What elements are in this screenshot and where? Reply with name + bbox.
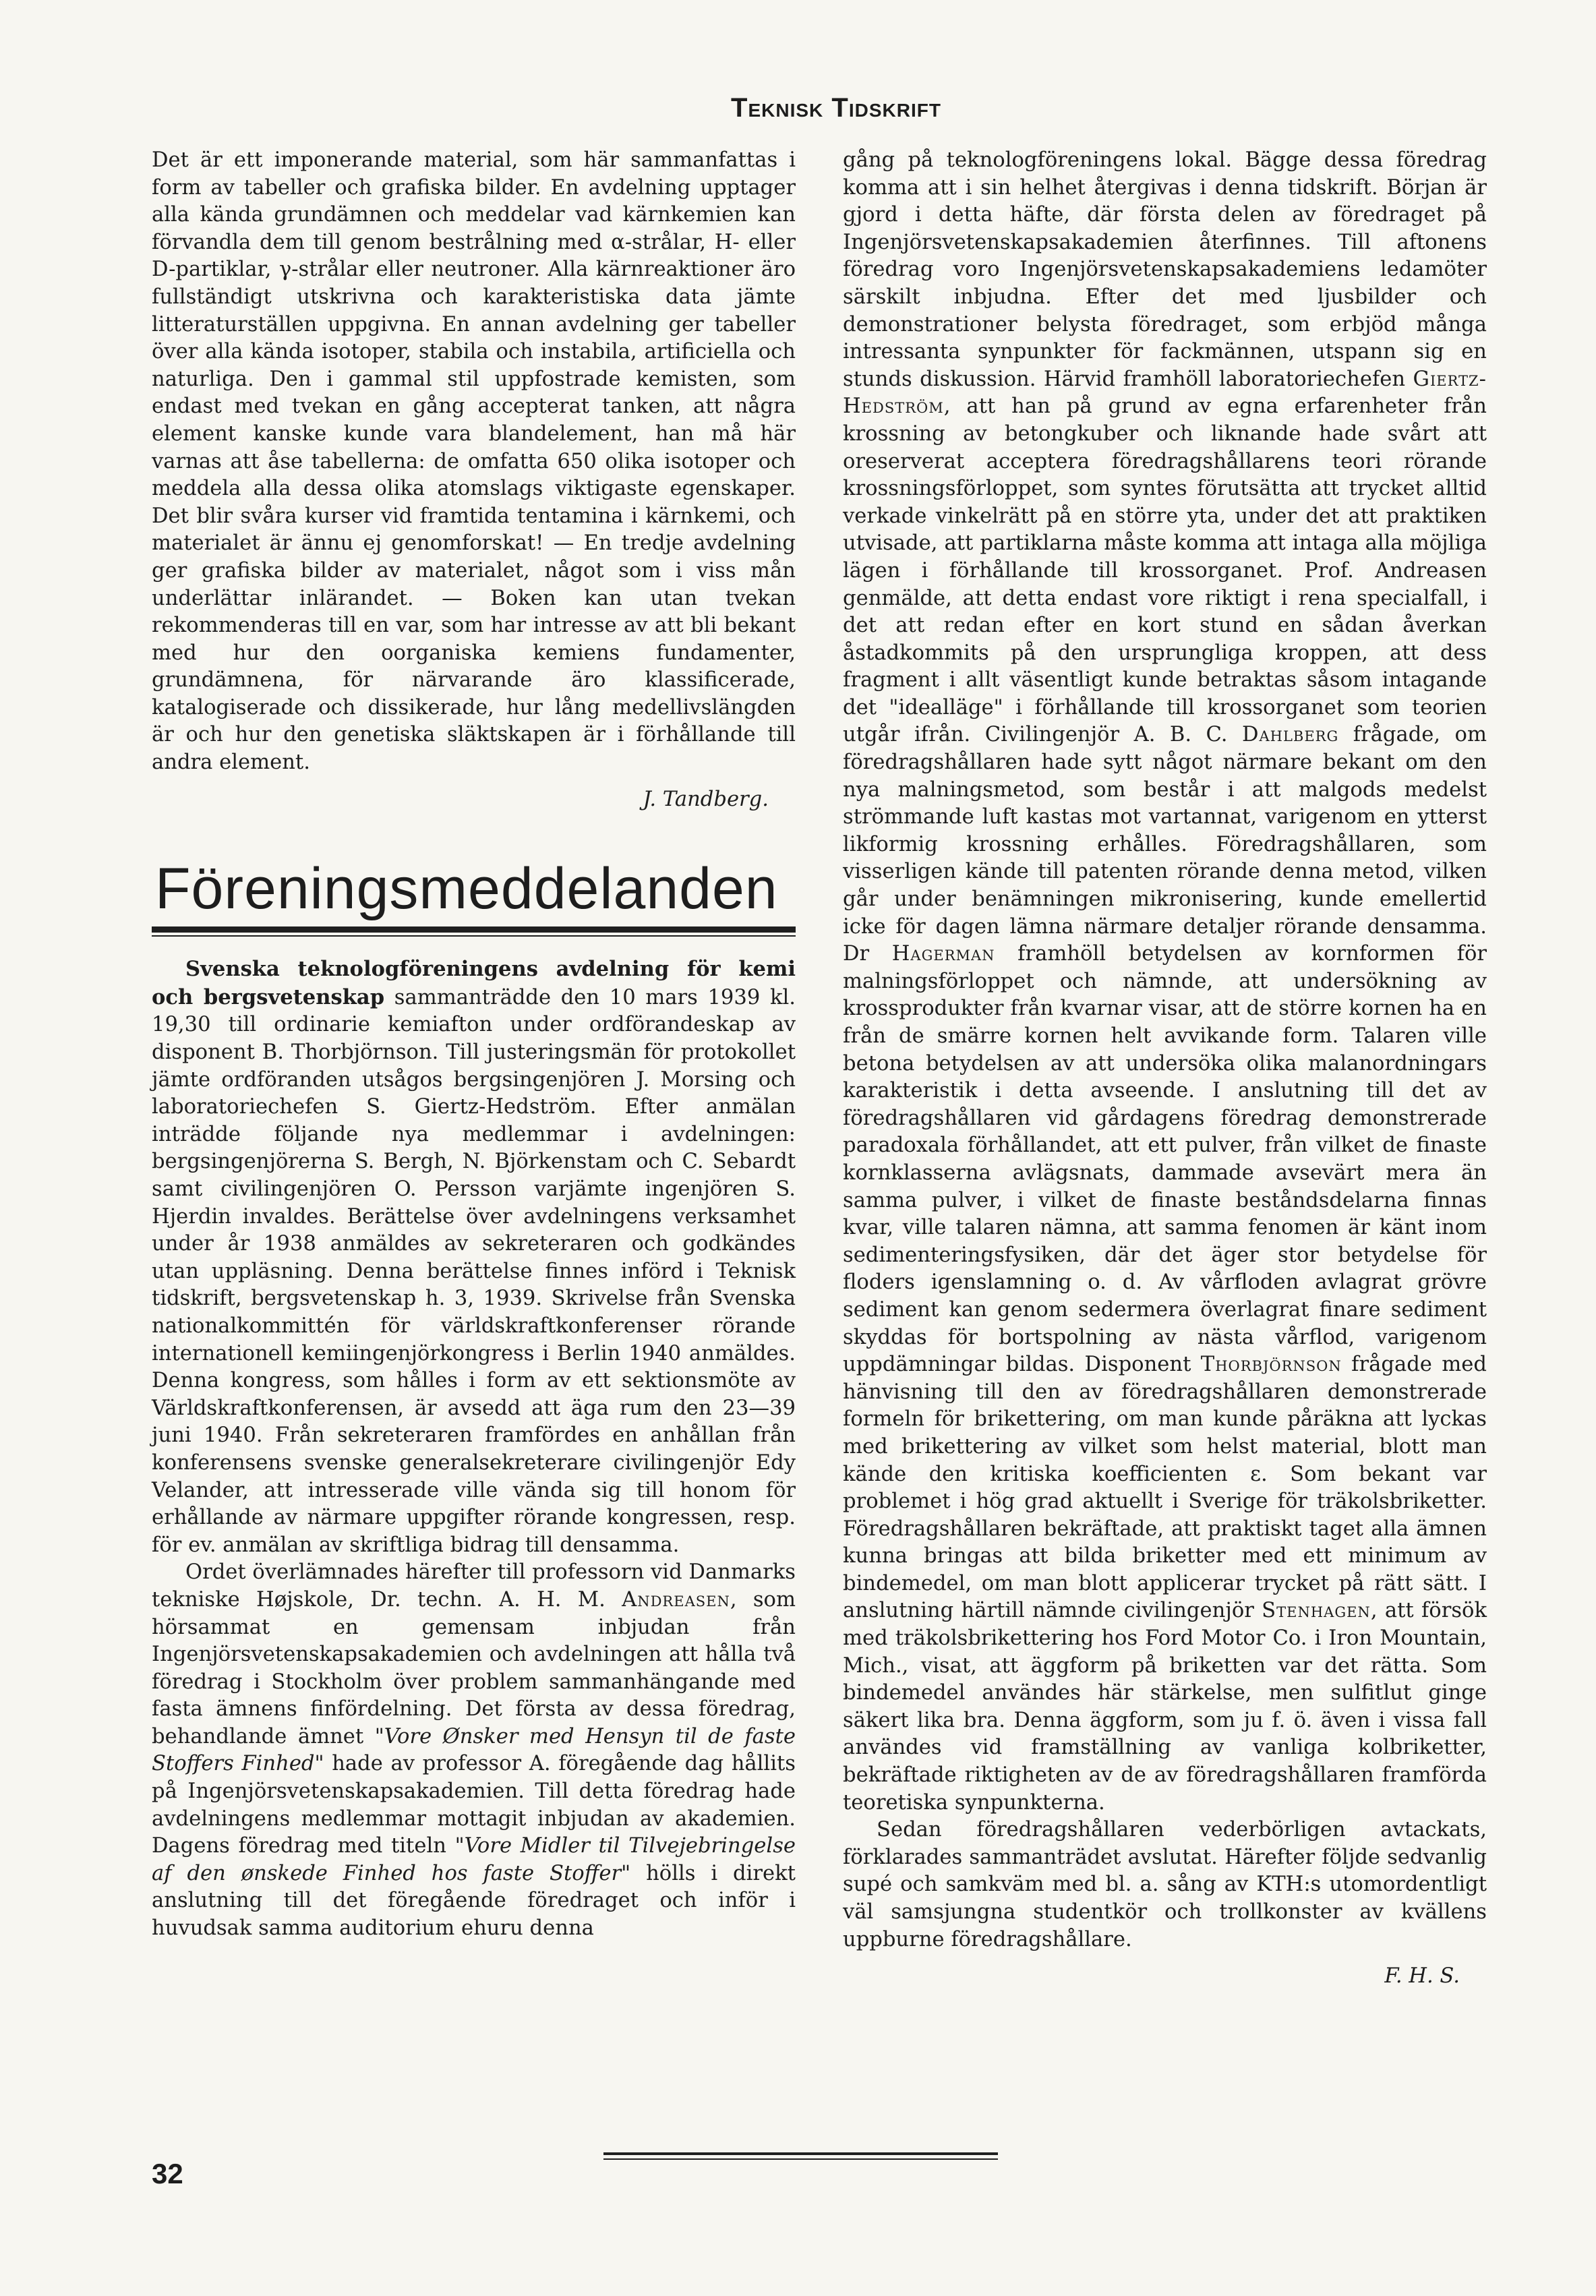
meeting-text: sammanträdde den 10 mars 1939 kl. 19,30 till ordinarie kemiafton under ordförandeskap av disponent B. Thorbjörnson. Till justeringsmän för protokollet jämte ordföranden utsågos bergsingenjören J. Morsing och laboratoriechefen S. Giertz-Hedström. Efter anmälan inträdde följande nya medlemmar i avdelningen: bergsingenjörerna S. Bergh, N. Björkenstam och C. Sebardt samt civilingenjören O. Persson varjämte ingenjören S. Hjerdin invaldes. Berättelse över avdelningens verksamhet under år 1938 anmäldes av sekreteraren och godkändes utan uppläsning. Denna berättelse finnes införd i Teknisk tidskrift, bergsvetenskap h. 3, 1939. Skrivelse från Svenska nationalkommittén för världskraftkonferenser rörande internationell kemiingenjörkongress i Berlin 1940 anmäldes. Denna kongress, som hålles i form av ett sektionsmöte av Världskraftkonferensen, är avsedd att äga rum den 23—39 juni 1940. Från sekreteraren framfördes en anhållan från konferensens svenske generalsekreterare civilingenjör Edy Velander, att intresserade ville vända sig till honom för erhållande av närmare uppgifter rörande kongressen, resp. för ev. anmälan av skriftliga bidrag till densamma.: [152, 985, 796, 1557]
lecture-title: "Vore Midler til Tilvejebringelse af den ønskede Finhed hos faste Stoffer": [152, 1834, 796, 1885]
lecture-paragraph: Ordet överlämnades härefter till professorn vid Danmarks tekniske Højskole, Dr. techn. A. H. M. Andreasen, som hörsammat en gemensam inbjudan från Ingenjörsvetenskapsakademien och avdelningen att hålla två föredrag i Stockholm över problem sammanhängande med fasta ämnens finfördelning. Det första av dessa föredrag, behandlande ämnet "Vore Ønsker med Hensyn til de faste Stoffers Finhed" hade av professor A. föregående dag hållits på Ingenjörsvetenskapsakademien. Till detta föredrag hade avdelningens medlemmar mottagit inbjudan av akademien. Dagens föredrag med titeln "Vore Midler til Tilvejebringelse af den ønskede Finhed hos faste Stoffer" hölls i direkt anslutning till det föregående föredraget och inför i huvudsak samma auditorium ehuru denna: [152, 1560, 796, 1941]
person-name: Hagerman: [891, 942, 995, 966]
person-name: Stenhagen: [1262, 1599, 1371, 1623]
review-signature: J. Tandberg.: [643, 787, 769, 811]
person-name: Thorbjörnson: [1200, 1353, 1342, 1377]
section-heading: Föreningsmeddelanden: [155, 856, 778, 922]
review-paragraph: Det är ett imponerande material, som här sammanfattas i form av tabeller och grafiska bilder. En avdelning upptager alla kända grundämnen och meddelar vad kärnkemien kan förvandla dem till genom bestrålning med α-strålar, H- eller D-partiklar, γ-strålar eller neutroner. Alla kärnreaktioner äro fullständigt utskrivna och karakteristiska data jämte litteraturställen uppgivna. En annan avdelning ger tabeller över alla kända isotoper, stabila och instabila, artificiella och naturliga. Den i gammal stil uppfostrade kemisten, som endast med tvekan en gång accepterat tanken, att några element kanske kunde vara blandelement, han må här varnas att åse tabellerna: de omfatta 650 olika isotoper och meddela alla dessa olika atomslags viktigaste egenskaper. Det blir svåra kurser vid framtida tentamina i kärnkemi, och materialet är ännu ej genomforskat! — En tredje avdelning ger grafiska bilder av materialet, något som i viss mån underlättar inlärandet. — Boken kan utan tvekan rekommenderas till en var, som har intresse av att bli bekant med hur den oorganiska kemiens fundamenter, grundämnena, för närvarande äro klassificerade, katalogiserade och dissikerade, hur lång medellivslängden är och hur den genetiska släktskapen är i förhållande till andra element.: [152, 148, 796, 775]
person-name: Andreasen: [622, 1587, 730, 1612]
meeting-lead: Svenska teknologföreningens avdelning för kemi och bergsvetenskap: [152, 957, 796, 1009]
closing-signature: F. H. S.: [1384, 1964, 1460, 1989]
footer-rule: [603, 2152, 998, 2160]
right-column: [843, 147, 1487, 1991]
person-name: Giertz-Hedström: [843, 367, 1487, 419]
page-number: 32: [152, 2158, 183, 2189]
meeting-paragraph: [152, 955, 796, 1559]
running-header: Teknisk Tidskrift: [731, 93, 941, 123]
lecture-title: "Vore Ønsker med Hensyn til de faste Stoffers Finhed": [152, 1724, 796, 1776]
heading-rule: [152, 926, 796, 937]
left-column: [152, 147, 796, 1943]
person-name: Dahlberg: [1241, 723, 1339, 747]
closing-paragraph: Sedan föredragshållaren vederbörligen avtackats, förklarades sammanträdet avslutat. Härefter följde sedvanlig supé och samkväm med bl. a. sång av KTH:s utomordentligt väl samsjungna studentkör och trollkonster av kvällens uppburne föredragshållare.: [843, 1818, 1487, 1951]
discussion-paragraph: gång på teknologföreningens lokal. Bägge dessa föredrag komma att i sin helhet återgivas i denna tidskrift. Början är gjord i detta häfte, där första delen av föredraget på Ingenjörsvetenskapsakademien återfinnes. Till aftonens föredrag voro Ingenjörsvetenskapsakademiens ledamöter särskilt inbjudna. Efter det med ljusbilder och demonstrationer belysta föredraget, som erbjöd många intressanta synpunkter för fackmännen, utspann sig en stunds diskussion. Härvid framhöll laboratoriechefen Giertz-Hedström, att han på grund av egna erfarenheter från krossning av betongkuber och liknande hade svårt att oreserverat acceptera föredragshållarens teori rörande krossningsförloppet, som syntes förutsätta att trycket alltid verkade vinkelrätt på en större yta, under det att praktiken utvisade, att partiklarna måste komma att intaga alla möjliga lägen i förhållande till krossorganet. Prof. Andreasen genmälde, att detta endast vore riktigt i rena specialfall, i det att redan efter en kort stund en sådan åverkan åstadkommits på den ursprungliga kroppen, att dess fragment i allt väsentligt kunde betraktas såsom intagande det "idealläge" i förhållande till krossorganet som teorien utgår ifrån. Civilingenjör A. B. C. Dahlberg frågade, om föredragshållaren hade sytt något närmare bekant om den nya malningsmetod, som består i att malgods medelst strömmande luft kastas mot vartannat, varigenom en ytterst likformig krossning erhålles. Föredragshållaren, som visserligen kände till patenten rörande denna metod, vilken går under benämningen mikronisering, kunde emellertid icke för dagen lämna närmare detaljer rörande densamma. Dr Hagerman framhöll betydelsen av kornformen för malningsförloppet och nämnde, att undersökning av krossprodukter från kvarnar visar, att de större kornen ha en från de smärre kornen helt avvikande form. Talaren ville betona betydelsen av att undersöka olika malanordningars karakteristik i detta avseende. I anslutning till det av föredragshållaren vid gårdagens föredrag demonstrerade paradoxala förhållandet, att ett pulver, från vilket de finaste kornklasserna avlägsnats, dammade avsevärt mera än samma pulver, i vilket de finaste beståndsdelarna finnas kvar, ville talaren nämna, att samma fenomen är känt inom sedimenteringsfysiken, där det äger stor betydelse för floders igenslamning o. d. Av vårfloden avlagrat grövre sediment kan genom sedermera överlagrat finare sediment skyddas för bortspolning av nästa vårflod, varigenom uppdämningar bildas. Disponent Thorbjörnson frågade med hänvisning till den av föredragshållaren demonstrerade formeln för brikettering, om man kunde påräkna att lyckas med brikettering av vilket som helst material, blott man kände den kritiska koefficienten ε. Som bekant var problemet i hög grad aktuellt i Sverige för träkolsbriketter. Föredragshållaren bekräftade, att praktiskt taget alla ämnen kunna bringas att bilda briketter med ett minimum av bindemedel, om man blott applicerar trycket på rätt sätt. I anslutning härtill nämnde civilingenjör Stenhagen, att försök med träkolsbrikettering hos Ford Motor Co. i Iron Mountain, Mich., visat, att äggform på briketten var det rätta. Som bindemedel användes här stärkelse, men sulfitlut ginge säkert lika bra. Denna äggform, som ju f. ö. även i vissa fall användes vid framställning av vanliga kolbriketter, bekräftade riktigheten av de av föredragshållaren framförda teoretiska synpunkterna.: [843, 148, 1487, 1815]
